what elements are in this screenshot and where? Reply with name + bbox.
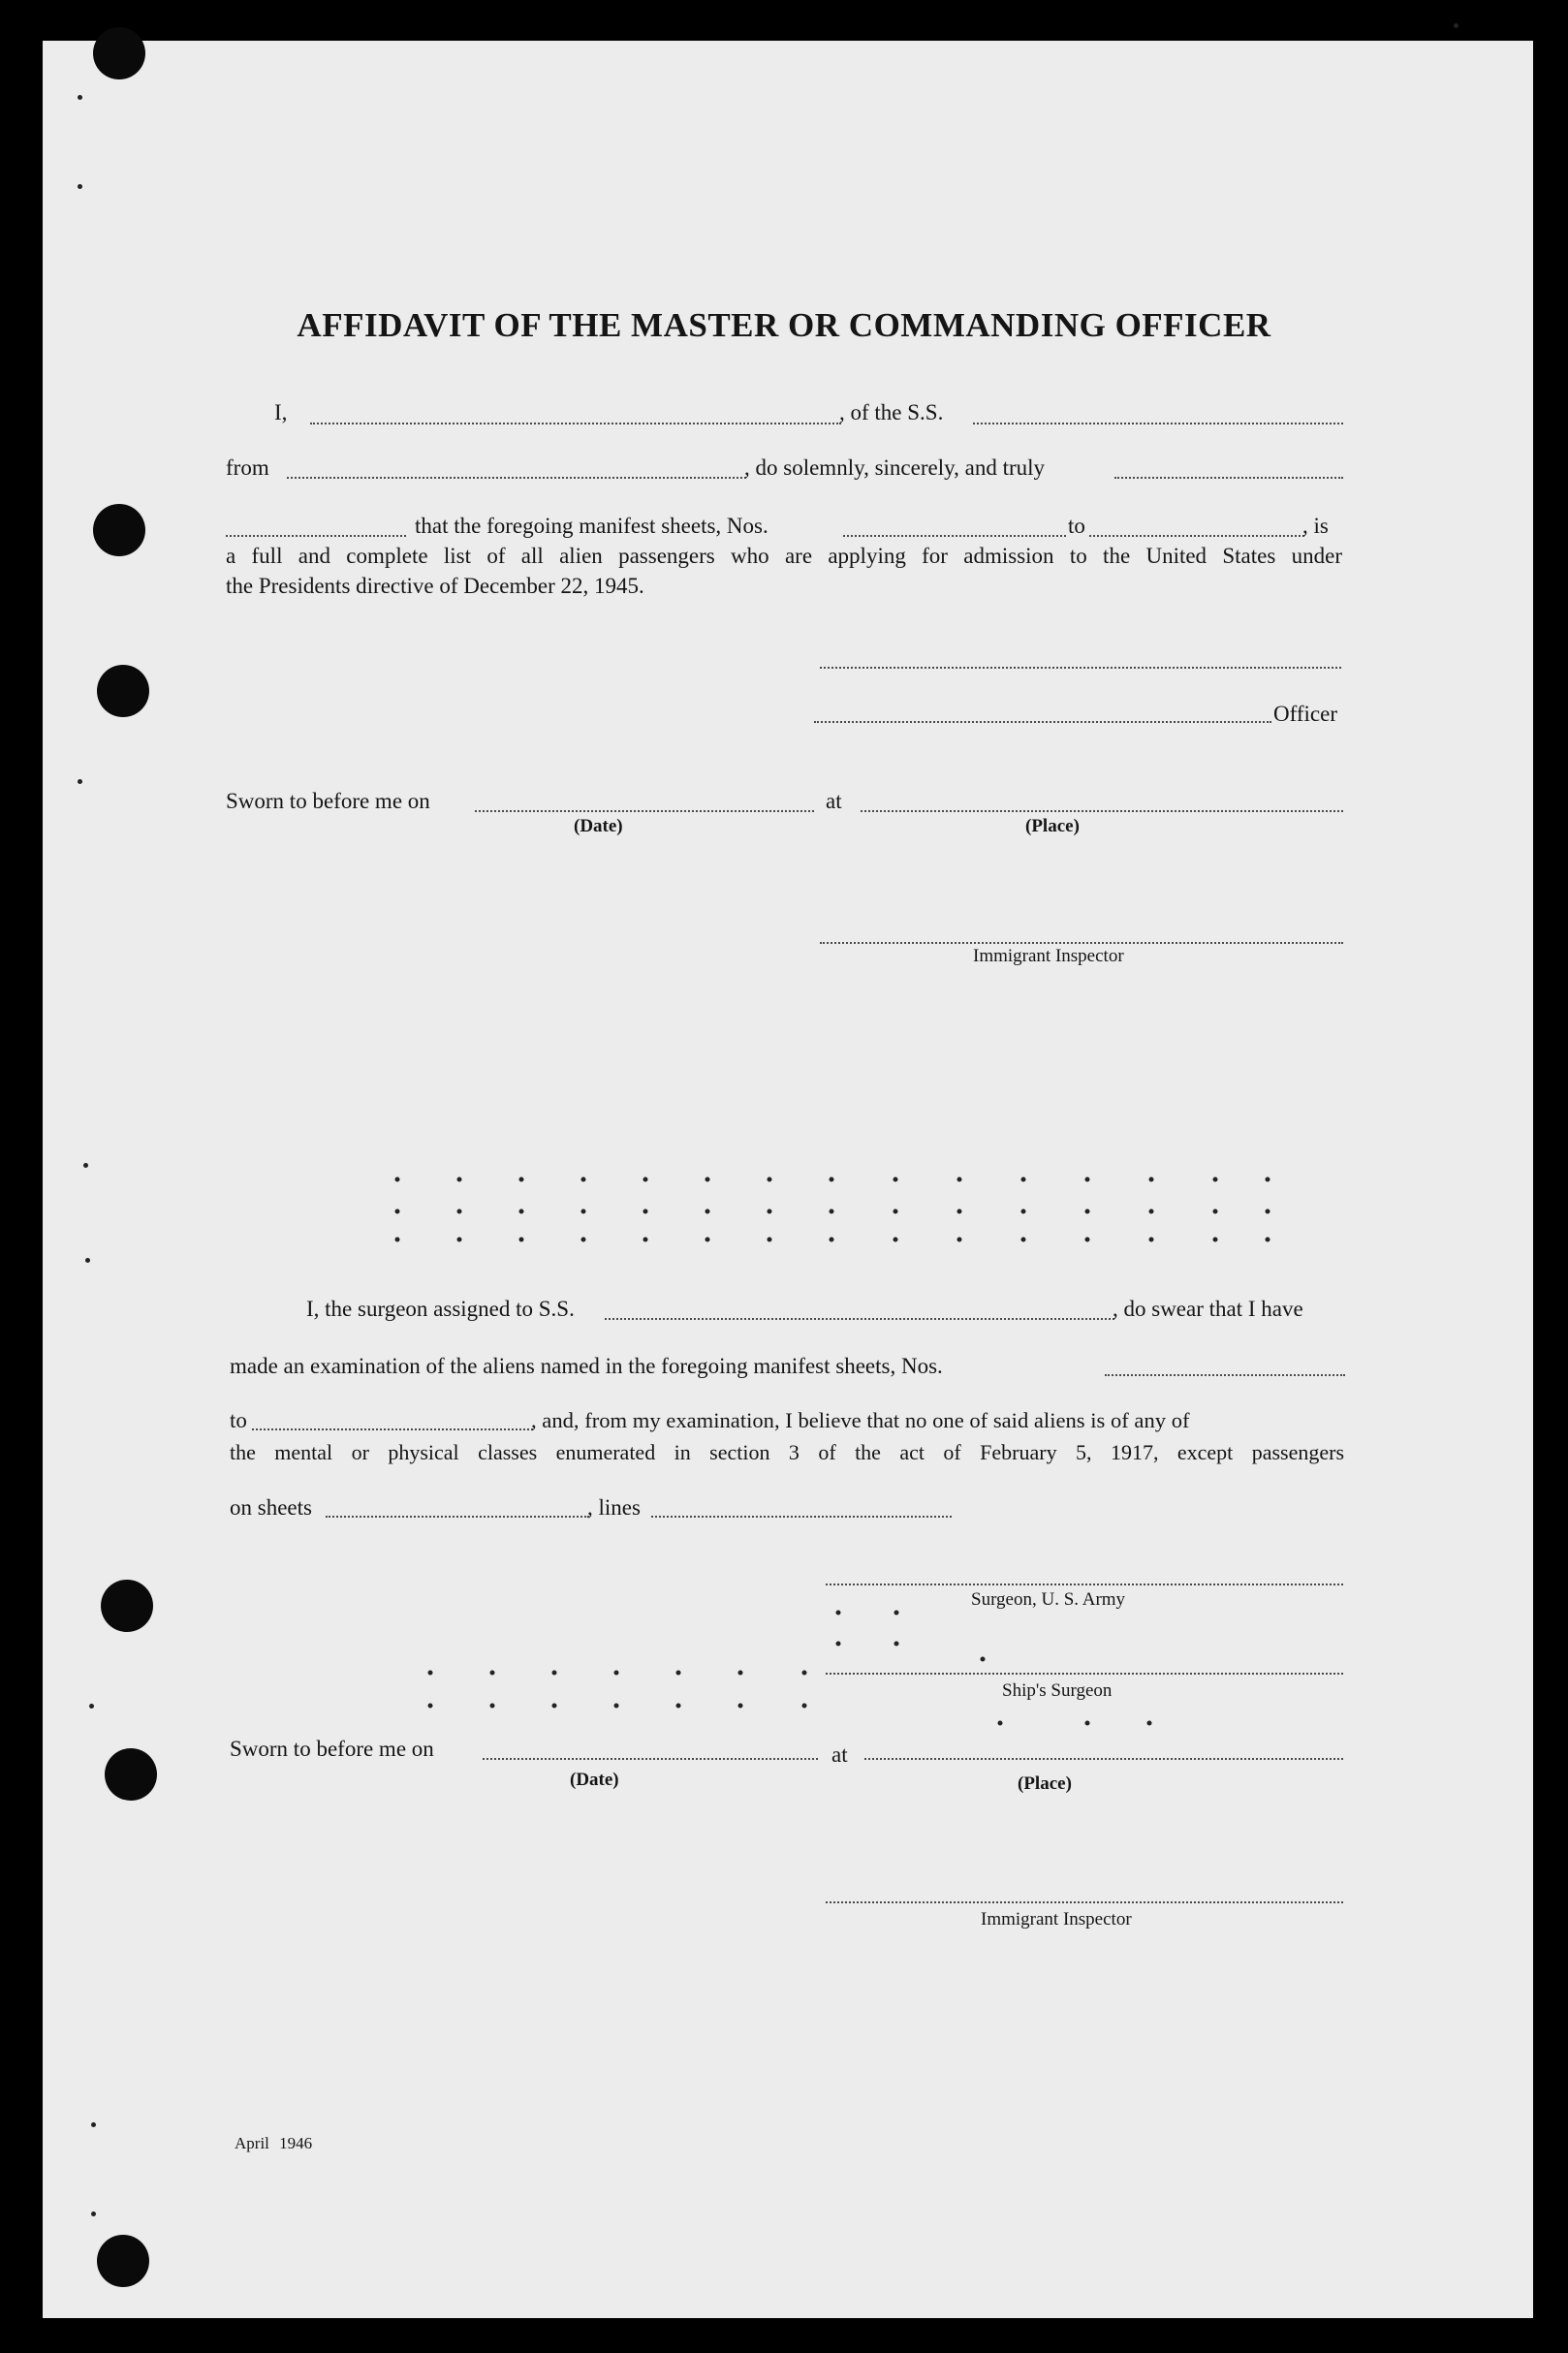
master-line1-i: I, <box>274 400 288 424</box>
surgeon-place-caption: (Place) <box>1018 1773 1072 1794</box>
surgeon-line5-lines: , lines <box>587 1495 641 1520</box>
surgeon-sworn-at: at <box>831 1742 848 1767</box>
surgeon-inspector-label: Immigrant Inspector <box>981 1909 1132 1929</box>
master-line1-ss: , of the S.S. <box>839 400 944 424</box>
surgeon-line4: the mental or physical classes enumerated in section 3 of the act of February 5, 1917, except passengers <box>230 1440 1344 1464</box>
master-line2-from: from <box>226 455 269 480</box>
surgeon-nos-blank <box>1105 1374 1345 1376</box>
surgeon-sworn-place-blank <box>864 1758 1343 1760</box>
surgeon-inspector-blank <box>826 1901 1343 1903</box>
form-date: April 1946 <box>235 2134 313 2152</box>
officer-label: Officer <box>1273 702 1337 726</box>
army-surgeon-signature-blank <box>826 1584 1343 1585</box>
surgeon-sworn-label: Sworn to before me on <box>230 1737 434 1761</box>
ships-surgeon-signature-blank <box>826 1673 1343 1675</box>
master-place-caption: (Place) <box>1025 816 1080 836</box>
master-sworn-label: Sworn to before me on <box>226 789 430 813</box>
surgeon-date-caption: (Date) <box>570 1770 619 1790</box>
ships-surgeon-label: Ship's Surgeon <box>1002 1680 1113 1701</box>
surgeon-sheets-blank <box>326 1516 589 1518</box>
master-line3-is: , is <box>1302 514 1329 538</box>
surgeon-nos-to-blank <box>252 1428 533 1430</box>
master-sworn-at: at <box>826 789 842 813</box>
surgeon-ship-blank <box>605 1318 1114 1320</box>
army-surgeon-label: Surgeon, U. S. Army <box>971 1589 1126 1610</box>
surgeon-line3-rest: , and, from my examination, I believe that no one of said aliens is of any of <box>531 1408 1190 1432</box>
master-inspector-label: Immigrant Inspector <box>973 946 1124 966</box>
master-line3-to: to <box>1068 514 1085 538</box>
surgeon-sworn-date-blank <box>483 1758 818 1760</box>
surgeon-line2: made an examination of the aliens named in the foregoing manifest sheets, Nos. <box>230 1354 943 1378</box>
surgeon-line1-swear: , do swear that I have <box>1113 1297 1303 1321</box>
surgeon-lines-blank <box>651 1516 952 1518</box>
master-date-caption: (Date) <box>574 816 623 836</box>
surgeon-line1-i: I, the surgeon assigned to S.S. <box>306 1297 575 1321</box>
surgeon-line3-to: to <box>230 1408 247 1432</box>
master-line3-that: that the foregoing manifest sheets, Nos. <box>415 514 768 538</box>
master-line5: the Presidents directive of December 22, 1945. <box>226 574 644 598</box>
surgeon-line5-on: on sheets <box>230 1495 312 1520</box>
master-line2-swear: , do solemnly, sincerely, and truly <box>744 455 1046 480</box>
document-title: AFFIDAVIT OF THE MASTER OR COMMANDING OFFICER <box>297 306 1271 344</box>
master-line4: a full and complete list of all alien passengers who are applying for admission to the United States under <box>226 544 1342 568</box>
